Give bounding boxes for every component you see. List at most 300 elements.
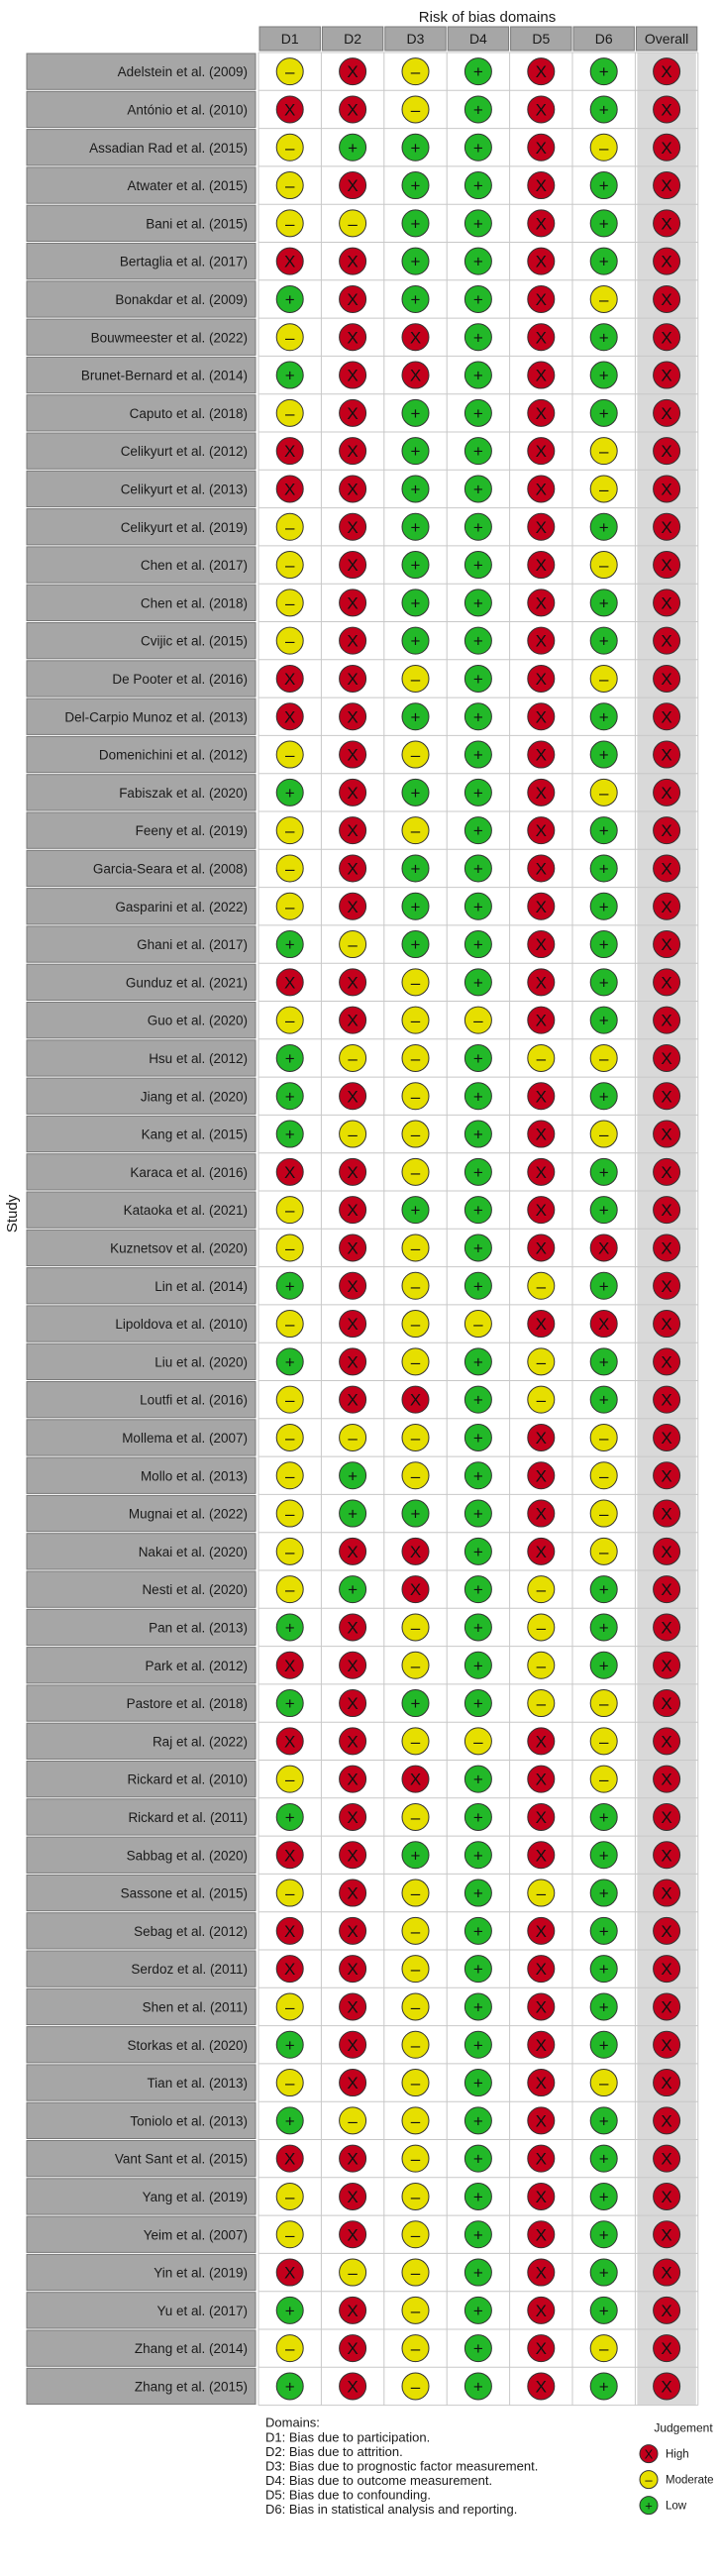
judgement-symbol: – (284, 2225, 295, 2245)
judgement-high (654, 703, 680, 730)
judgement-moderate (340, 931, 366, 958)
judgement-symbol: X (661, 2187, 672, 2206)
judgement-symbol: X (535, 707, 547, 727)
judgement-symbol: – (284, 1238, 295, 1258)
judgement-high (528, 285, 555, 312)
judgement-high (528, 1007, 555, 1033)
judgement-moderate (402, 1917, 429, 1944)
judgement-moderate (590, 1424, 617, 1450)
judgement-symbol: X (661, 1656, 672, 1675)
judgement-high (654, 324, 680, 351)
judgement-symbol: – (410, 1921, 421, 1941)
judgement-symbol: + (284, 1087, 295, 1107)
judgement-high (528, 58, 555, 85)
judgement-symbol: + (598, 252, 609, 271)
judgement-low (276, 2107, 303, 2134)
judgement-symbol: + (472, 1125, 483, 1144)
judgement-symbol: – (284, 62, 295, 82)
judgement-low (402, 1690, 429, 1717)
judgement-symbol: – (410, 100, 421, 120)
judgement-symbol: + (598, 1201, 609, 1221)
judgement-symbol: + (410, 631, 421, 651)
judgement-high (654, 779, 680, 805)
study-label: Del-Carpio Munoz et al. (2013) (64, 709, 248, 725)
judgement-symbol: + (598, 1846, 609, 1866)
judgement-moderate (402, 1652, 429, 1678)
judgement-symbol: + (472, 328, 483, 348)
judgement-high (654, 2297, 680, 2323)
judgement-symbol: + (472, 707, 483, 727)
judgement-high (528, 210, 555, 237)
judgement-symbol: X (284, 973, 296, 993)
study-label: Karaca et al. (2016) (130, 1164, 248, 1180)
study-label: Jiang et al. (2020) (140, 1089, 248, 1105)
judgement-low (590, 1197, 617, 1224)
judgement-high (654, 1993, 680, 2020)
judgement-low (464, 2297, 491, 2323)
judgement-low (590, 324, 617, 351)
study-label: Bertaglia et al. (2017) (119, 254, 248, 269)
judgement-symbol: + (472, 1618, 483, 1638)
judgement-high (654, 1044, 680, 1071)
judgement-high (340, 1956, 366, 1983)
judgement-high (528, 552, 555, 579)
judgement-high (402, 1386, 429, 1413)
judgement-symbol: + (472, 252, 483, 271)
judgement-symbol: – (284, 897, 295, 916)
judgement-symbol: X (409, 1770, 422, 1789)
judgement-symbol: X (661, 62, 672, 82)
judgement-symbol: X (347, 289, 359, 309)
judgement-symbol: – (473, 1315, 483, 1335)
legend-symbol: – (645, 2472, 653, 2488)
judgement-high (528, 893, 555, 919)
judgement-moderate (590, 476, 617, 502)
study-label: Guo et al. (2020) (147, 1013, 248, 1028)
judgement-moderate (276, 590, 303, 616)
judgement-high (528, 703, 555, 730)
judgement-moderate (276, 58, 303, 85)
judgement-symbol: X (661, 2339, 672, 2359)
judgement-symbol: – (410, 669, 421, 689)
judgement-symbol: + (598, 745, 609, 765)
judgement-symbol: + (598, 1807, 609, 1827)
judgement-symbol: + (598, 1580, 609, 1600)
judgement-high (340, 248, 366, 274)
study-label: António et al. (2010) (127, 102, 248, 118)
judgement-high (528, 665, 555, 692)
judgement-low (402, 1842, 429, 1869)
judgement-high (528, 2335, 555, 2362)
judgement-low (340, 134, 366, 161)
study-label: Liu et al. (2020) (154, 1354, 248, 1370)
judgement-high (654, 1879, 680, 1906)
judgement-symbol: X (347, 2149, 359, 2169)
judgement-moderate (402, 1728, 429, 1755)
judgement-low (590, 1993, 617, 2020)
judgement-high (654, 2107, 680, 2134)
judgement-high (654, 438, 680, 465)
judgement-symbol: X (347, 1921, 359, 1941)
judgement-symbol: + (410, 442, 421, 462)
judgement-high (654, 969, 680, 996)
judgement-high (340, 552, 366, 579)
judgement-low (590, 969, 617, 996)
judgement-high (528, 1917, 555, 1944)
judgement-symbol: X (347, 1694, 359, 1714)
judgement-symbol: – (598, 1732, 609, 1752)
judgement-symbol: – (598, 138, 609, 158)
judgement-moderate (276, 1993, 303, 2020)
judgement-symbol: + (348, 1504, 359, 1524)
judgement-symbol: X (347, 62, 359, 82)
judgement-low (402, 210, 429, 237)
study-label: Chen et al. (2017) (140, 558, 248, 574)
judgement-symbol: + (472, 1201, 483, 1221)
judgement-symbol: X (661, 1807, 672, 1827)
judgement-symbol: – (536, 1352, 547, 1372)
judgement-symbol: X (661, 1276, 672, 1296)
judgement-low (590, 1576, 617, 1603)
judgement-high (528, 931, 555, 958)
judgement-symbol: + (410, 556, 421, 576)
judgement-low (464, 96, 491, 123)
judgement-high (340, 1158, 366, 1185)
judgement-moderate (276, 1424, 303, 1450)
judgement-symbol: X (535, 2263, 547, 2283)
judgement-symbol: – (536, 1580, 547, 1600)
judgement-low (464, 703, 491, 730)
judgement-high (340, 817, 366, 844)
judgement-high (654, 285, 680, 312)
judgement-low (340, 1462, 366, 1489)
judgement-low (464, 1462, 491, 1489)
judgement-low (402, 134, 429, 161)
judgement-moderate (402, 1956, 429, 1983)
judgement-high (340, 1917, 366, 1944)
judgement-high (528, 1842, 555, 1869)
judgement-symbol: – (598, 1694, 609, 1714)
judgement-high (654, 2221, 680, 2248)
judgement-high (340, 285, 366, 312)
judgement-symbol: X (535, 1428, 547, 1448)
judgement-high (340, 1614, 366, 1641)
judgement-symbol: + (410, 1504, 421, 1524)
judgement-symbol: + (598, 821, 609, 841)
judgement-high (654, 1917, 680, 1944)
judgement-high (276, 1842, 303, 1869)
judgement-symbol: + (472, 2035, 483, 2055)
judgement-high (340, 855, 366, 882)
judgement-high (528, 324, 555, 351)
judgement-symbol: – (410, 1011, 421, 1030)
judgement-moderate (276, 2335, 303, 2362)
judgement-symbol: + (472, 631, 483, 651)
judgement-symbol: X (661, 1504, 672, 1524)
judgement-high (654, 1652, 680, 1678)
study-label: Celikyurt et al. (2013) (120, 482, 248, 497)
judgement-high (528, 1500, 555, 1527)
judgement-high (654, 2373, 680, 2400)
judgement-low (402, 1197, 429, 1224)
judgement-high (528, 1538, 555, 1564)
judgement-symbol: + (472, 100, 483, 120)
judgement-symbol: X (661, 1694, 672, 1714)
judgement-low (464, 476, 491, 502)
judgement-symbol: – (410, 2187, 421, 2206)
judgement-low (590, 1007, 617, 1033)
judgement-symbol: X (409, 366, 422, 385)
judgement-low (464, 817, 491, 844)
judgement-symbol: – (410, 2035, 421, 2055)
judgement-low (464, 1386, 491, 1413)
judgement-symbol: X (661, 1011, 672, 1030)
judgement-moderate (276, 2183, 303, 2209)
judgement-symbol: – (536, 1656, 547, 1675)
judgement-moderate (402, 969, 429, 996)
column-header-label: D1 (280, 31, 299, 47)
judgement-low (464, 1766, 491, 1792)
judgement-symbol: + (598, 2149, 609, 2169)
judgement-high (654, 1083, 680, 1110)
judgement-high (528, 1956, 555, 1983)
judgement-symbol: X (347, 859, 359, 879)
study-label: Caputo et al. (2018) (129, 405, 248, 421)
judgement-moderate (276, 627, 303, 654)
judgement-symbol: X (347, 366, 359, 385)
judgement-high (276, 665, 303, 692)
judgement-symbol: + (410, 1201, 421, 1221)
study-label: Loutfi et al. (2016) (140, 1392, 248, 1408)
judgement-moderate (402, 58, 429, 85)
judgement-low (402, 513, 429, 540)
judgement-symbol: + (598, 1087, 609, 1107)
judgement-symbol: X (535, 442, 547, 462)
judgement-high (654, 1197, 680, 1224)
judgement-symbol: + (472, 138, 483, 158)
judgement-symbol: + (598, 62, 609, 82)
judgement-high (402, 362, 429, 388)
study-label: Toniolo et al. (2013) (130, 2113, 248, 2129)
judgement-moderate (528, 1690, 555, 1717)
judgement-symbol: X (409, 1390, 422, 1410)
judgement-high (654, 665, 680, 692)
judgement-high (340, 399, 366, 426)
study-label: Kuznetsov et al. (2020) (110, 1240, 248, 1256)
judgement-symbol: + (598, 897, 609, 916)
judgement-symbol: + (598, 1960, 609, 1980)
judgement-high (340, 476, 366, 502)
judgement-low (276, 1803, 303, 1830)
judgement-symbol: + (472, 1807, 483, 1827)
legend-item-high (640, 2445, 689, 2463)
judgement-low (590, 2221, 617, 2248)
judgement-symbol: + (598, 2225, 609, 2245)
judgement-moderate (402, 1311, 429, 1338)
judgement-symbol: + (598, 366, 609, 385)
judgement-high (528, 2107, 555, 2134)
judgement-low (402, 703, 429, 730)
judgement-moderate (464, 1728, 491, 1755)
judgement-moderate (590, 134, 617, 161)
judgement-low (464, 2070, 491, 2096)
judgement-low (590, 1083, 617, 1110)
judgement-symbol: X (598, 1238, 610, 1258)
judgement-symbol: – (410, 973, 421, 993)
judgement-symbol: – (410, 1960, 421, 1980)
judgement-moderate (402, 2259, 429, 2286)
judgement-low (590, 1652, 617, 1678)
judgement-high (528, 362, 555, 388)
judgement-moderate (276, 552, 303, 579)
judgement-symbol: + (410, 214, 421, 234)
judgement-symbol: X (661, 2301, 672, 2320)
judgement-high (528, 2259, 555, 2286)
judgement-symbol: – (598, 442, 609, 462)
judgement-high (528, 2031, 555, 2058)
judgement-symbol: X (347, 669, 359, 689)
judgement-low (276, 779, 303, 805)
judgement-symbol: X (347, 1846, 359, 1866)
judgement-high (340, 513, 366, 540)
judgement-low (340, 1500, 366, 1527)
judgement-symbol: X (661, 1466, 672, 1486)
judgement-low (402, 285, 429, 312)
study-label: Raj et al. (2022) (152, 1734, 248, 1750)
judgement-symbol: – (284, 2187, 295, 2206)
judgement-symbol: + (410, 1694, 421, 1714)
judgement-symbol: – (284, 138, 295, 158)
judgement-symbol: – (410, 1466, 421, 1486)
judgement-symbol: + (410, 517, 421, 537)
legend-label: Low (666, 2500, 687, 2513)
judgement-symbol: X (535, 1997, 547, 2017)
study-label: Pan et al. (2013) (149, 1620, 248, 1636)
judgement-low (464, 1083, 491, 1110)
judgement-symbol: – (598, 556, 609, 576)
judgement-symbol: + (472, 2225, 483, 2245)
judgement-high (340, 1803, 366, 1830)
judgement-symbol: + (598, 631, 609, 651)
judgement-moderate (402, 1007, 429, 1033)
study-label: Nakai et al. (2020) (138, 1544, 248, 1559)
judgement-symbol: – (284, 556, 295, 576)
judgement-high (654, 1766, 680, 1792)
judgement-symbol: X (284, 1846, 296, 1866)
judgement-symbol: + (472, 1921, 483, 1941)
judgement-moderate (590, 1728, 617, 1755)
judgement-low (590, 1879, 617, 1906)
judgement-high (340, 1234, 366, 1261)
judgement-high (654, 96, 680, 123)
judgement-low (590, 58, 617, 85)
judgement-high (654, 1576, 680, 1603)
judgement-symbol: X (661, 1542, 672, 1561)
judgement-high (528, 779, 555, 805)
judgement-symbol: X (409, 328, 422, 348)
judgement-moderate (276, 817, 303, 844)
judgement-symbol: + (472, 2187, 483, 2206)
judgement-symbol: X (661, 593, 672, 613)
judgement-symbol: + (598, 1883, 609, 1903)
judgement-symbol: + (598, 935, 609, 955)
judgement-symbol: + (472, 1162, 483, 1182)
judgement-symbol: X (535, 2035, 547, 2055)
judgement-symbol: X (347, 1352, 359, 1372)
judgement-symbol: X (347, 100, 359, 120)
judgement-moderate (590, 1690, 617, 1717)
judgement-low (590, 1348, 617, 1375)
judgement-symbol: + (284, 1694, 295, 1714)
judgement-symbol: X (535, 366, 547, 385)
judgement-symbol: + (472, 2301, 483, 2320)
judgement-low (590, 96, 617, 123)
study-label: Sebag et al. (2012) (134, 1923, 248, 1939)
judgement-high (276, 1728, 303, 1755)
judgement-symbol: X (535, 62, 547, 82)
study-label: Zhang et al. (2015) (134, 2379, 248, 2395)
judgement-low (464, 1158, 491, 1185)
judgement-symbol: + (472, 1276, 483, 1296)
judgement-high (528, 590, 555, 616)
judgement-moderate (340, 1424, 366, 1450)
judgement-high (528, 134, 555, 161)
judgement-low (464, 285, 491, 312)
judgement-high (340, 2373, 366, 2400)
judgement-symbol: – (410, 745, 421, 765)
judgement-symbol: – (284, 859, 295, 879)
judgement-low (402, 1500, 429, 1527)
legend-title: Judgement (654, 2420, 713, 2435)
judgement-low (590, 248, 617, 274)
judgement-symbol: + (284, 1352, 295, 1372)
judgement-symbol: X (535, 100, 547, 120)
judgement-low (464, 2107, 491, 2134)
judgement-symbol: – (598, 2339, 609, 2359)
judgement-symbol: X (661, 176, 672, 196)
study-label: Mollo et al. (2013) (140, 1468, 248, 1484)
study-label: Park et al. (2012) (145, 1658, 248, 1673)
study-label: Brunet-Bernard et al. (2014) (80, 368, 248, 383)
judgement-moderate (340, 2107, 366, 2134)
judgement-symbol: + (348, 1466, 359, 1486)
judgement-low (276, 1272, 303, 1299)
judgement-low (464, 2335, 491, 2362)
judgement-symbol: X (661, 1883, 672, 1903)
judgement-symbol: X (535, 973, 547, 993)
study-label: Celikyurt et al. (2019) (120, 519, 248, 535)
judgement-high (528, 476, 555, 502)
judgement-moderate (528, 1879, 555, 1906)
judgement-symbol: X (409, 1580, 422, 1600)
study-label: Mugnai et al. (2022) (128, 1506, 248, 1522)
judgement-symbol: + (472, 1390, 483, 1410)
judgement-symbol: X (535, 403, 547, 423)
judgement-symbol: + (598, 100, 609, 120)
judgement-symbol: – (598, 1428, 609, 1448)
judgement-low (402, 476, 429, 502)
judgement-symbol: + (598, 517, 609, 537)
judgement-symbol: X (284, 2149, 296, 2169)
judgement-symbol: – (284, 214, 295, 234)
judgement-symbol: – (348, 1428, 358, 1448)
judgement-high (340, 1311, 366, 1338)
judgement-moderate (402, 2145, 429, 2172)
judgement-high (340, 2221, 366, 2248)
judgement-low (590, 627, 617, 654)
judgement-low (276, 1044, 303, 1071)
judgement-low (590, 2145, 617, 2172)
